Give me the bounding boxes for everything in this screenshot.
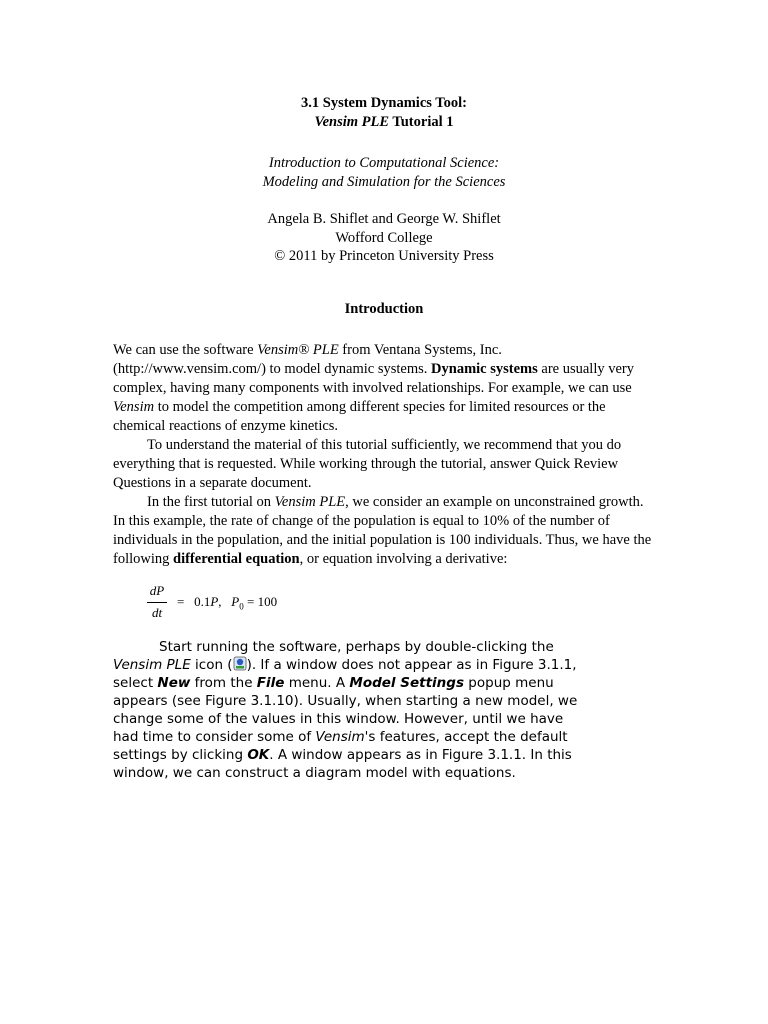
p3-text-e: , or equation involving a derivative: bbox=[299, 551, 508, 567]
instr-line-2 bbox=[113, 656, 658, 674]
instr-line-7 bbox=[113, 746, 658, 764]
eq-equals: = bbox=[177, 594, 185, 609]
eq-coef: 0.1 bbox=[194, 594, 211, 609]
p1-text-g: to model the competition among different species for limited resources or the chemical reactions of enzyme kinetics. bbox=[113, 399, 606, 434]
fraction-bar bbox=[147, 602, 167, 603]
equation-rhs bbox=[177, 594, 277, 612]
book-title-line2: Modeling and Simulation for the Sciences bbox=[262, 174, 506, 190]
p3-text-a: In the first tutorial on bbox=[147, 494, 275, 510]
p3-text-c: , we consider an example on unconstrained growth. In this example, the rate of change of the population is equal to 10% of the number of individuals in the population, and the initial population is 100 individuals. Thus, we have the following bbox=[113, 494, 652, 567]
p1-dynamic-systems: Dynamic systems bbox=[431, 361, 538, 377]
instr-popup-menu: popup menu bbox=[464, 675, 554, 691]
instr-select: select bbox=[113, 675, 158, 691]
differential-equation bbox=[145, 583, 345, 623]
instr-vensim-ple: Vensim PLE bbox=[113, 657, 191, 673]
instr-model-settings: Model Settings bbox=[349, 675, 464, 691]
p1-vensim: Vensim bbox=[113, 399, 155, 415]
instr-ok: OK bbox=[247, 747, 270, 763]
p1-text-c: from Ventana Systems, Inc. (http://www.vensim.com/) to model dynamic systems. bbox=[113, 342, 502, 377]
section-title: Introduction bbox=[344, 301, 424, 317]
instr-line-2-rest: ). If a window does not appear as in Figure 3.1.1, bbox=[246, 657, 577, 673]
instr-new: New bbox=[157, 675, 191, 691]
vensim-app-icon bbox=[233, 656, 247, 671]
p1-text-a: We can use the software bbox=[113, 342, 258, 358]
title-vensim-ple: Vensim PLE bbox=[314, 114, 390, 130]
p3-vensim-ple: Vensim PLE bbox=[274, 494, 346, 510]
instr-vensim: Vensim bbox=[315, 729, 365, 745]
eq-comma: , bbox=[218, 594, 222, 609]
instr-line-8: window, we can construct a diagram model with equations. bbox=[113, 765, 516, 781]
p1-vensim-ple: Vensim® PLE bbox=[257, 342, 339, 358]
paragraph-2: To understand the material of this tutorial sufficiently, we recommend that you do everything that is requested. While working through the tutorial, answer Quick Review Questions in a separate document. bbox=[113, 437, 622, 491]
eq-init-sub: 0 bbox=[239, 601, 244, 612]
instr-line-3 bbox=[113, 674, 658, 692]
p3-differential-equation: differential equation bbox=[173, 551, 300, 567]
eq-var-p: P bbox=[210, 594, 219, 609]
authors: Angela B. Shiflet and George W. Shiflet bbox=[267, 211, 501, 227]
instr-line-4: appears (see Figure 3.1.10). Usually, when starting a new model, we bbox=[113, 693, 578, 709]
instr-menu-a: menu. A bbox=[284, 675, 350, 691]
instr-window-appears: . A window appears as in Figure 3.1.1. In this bbox=[269, 747, 572, 763]
fraction-numerator: dP bbox=[149, 583, 165, 598]
eq-init-var: P bbox=[231, 594, 240, 609]
instr-features: 's features, accept the default bbox=[364, 729, 568, 745]
body-paragraphs bbox=[113, 341, 658, 569]
college: Wofford College bbox=[335, 230, 433, 246]
eq-init-value: 100 bbox=[257, 594, 278, 609]
instr-had-time: had time to consider some of bbox=[113, 729, 316, 745]
paragraph-3 bbox=[113, 493, 658, 569]
instr-icon-text: icon ( bbox=[190, 657, 233, 673]
instr-line-1: Start running the software, perhaps by double-clicking the bbox=[159, 639, 554, 655]
instr-settings-by: settings by clicking bbox=[113, 747, 248, 763]
eq-init-equals: = bbox=[247, 594, 255, 609]
instr-file: File bbox=[256, 675, 285, 691]
fraction-denominator: dt bbox=[151, 605, 163, 620]
instr-line-5: change some of the values in this window. However, until we have bbox=[113, 711, 564, 727]
copyright: © 2011 by Princeton University Press bbox=[274, 248, 494, 264]
title-tutorial: Tutorial 1 bbox=[389, 114, 454, 130]
instr-from-the: from the bbox=[190, 675, 257, 691]
title-line2 bbox=[0, 113, 768, 132]
instructions-paragraph bbox=[113, 638, 658, 782]
p1-text-e: are usually very complex, having many components with involved relationships. For example, we can use bbox=[113, 361, 634, 396]
instr-line-6 bbox=[113, 728, 658, 746]
title-line1: 3.1 System Dynamics Tool: bbox=[301, 95, 467, 111]
paragraph-1 bbox=[113, 341, 658, 436]
book-title-line1: Introduction to Computational Science: bbox=[268, 155, 500, 171]
